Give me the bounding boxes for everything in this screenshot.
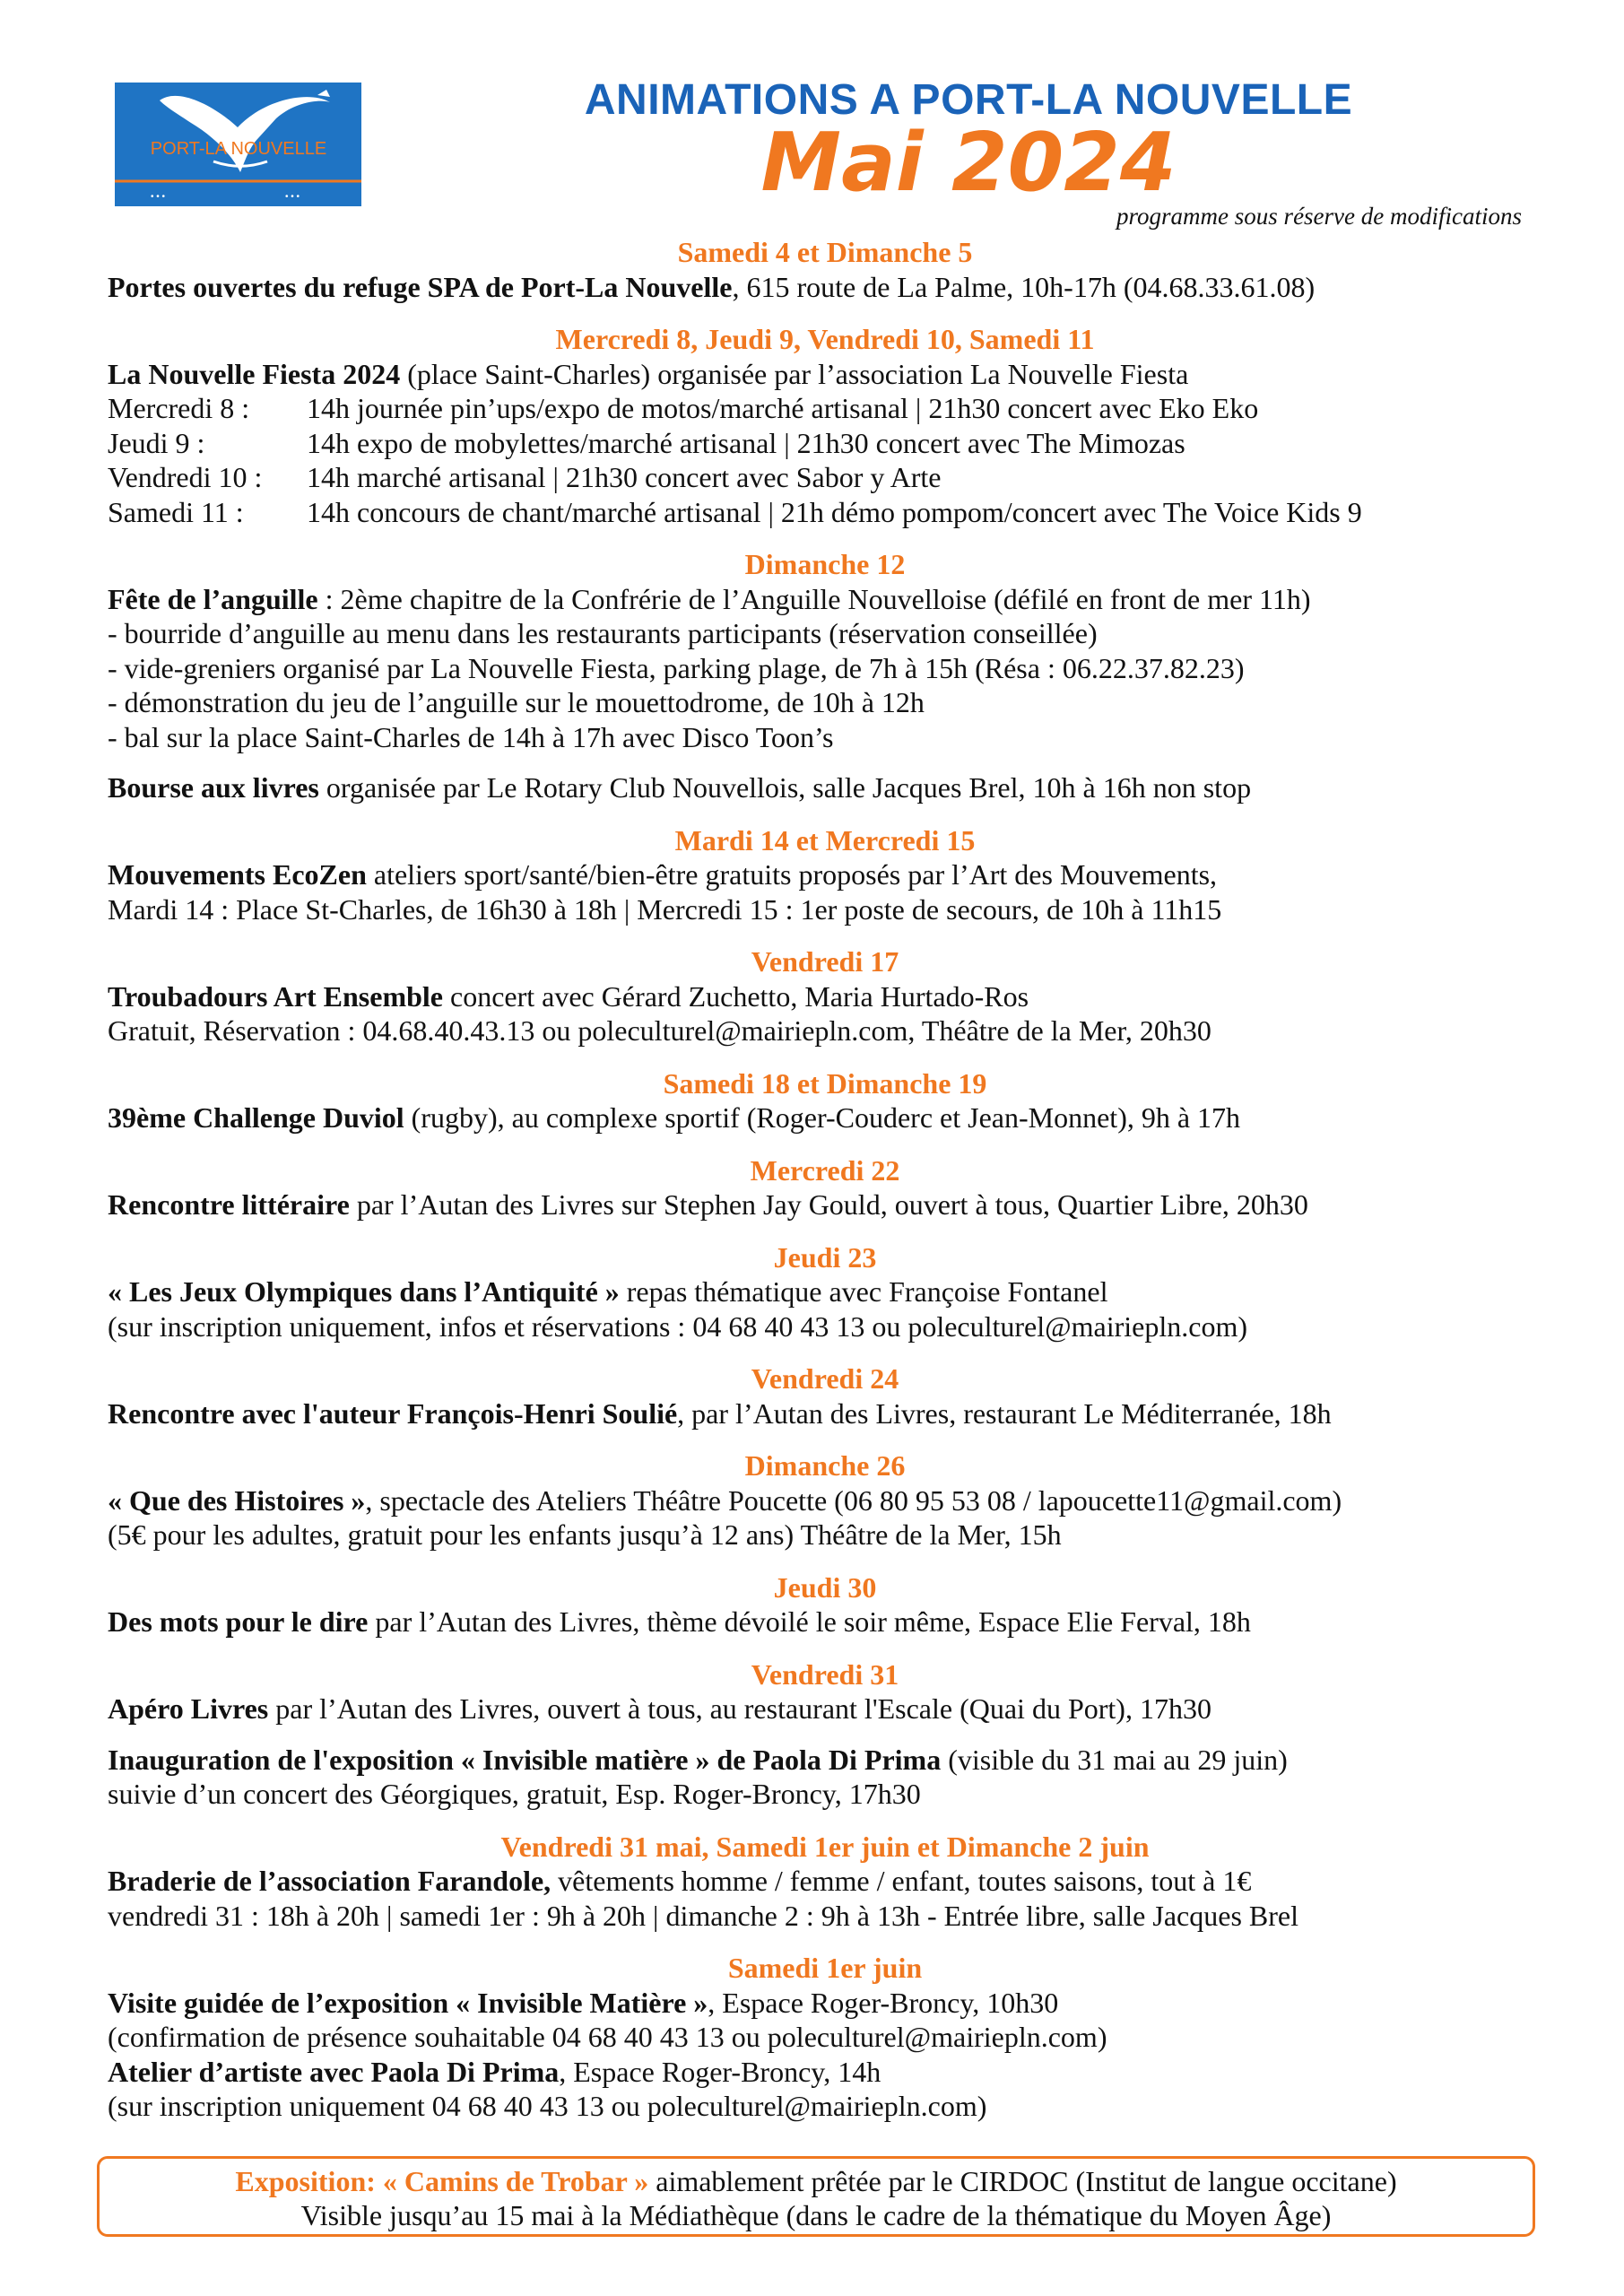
event-detail-line: (sur inscription uniquement, infos et réservations : 04 68 40 43 13 ou poleculturel@mairiepln.com)	[108, 1309, 1247, 1343]
event-line	[108, 979, 1542, 1014]
event-date: Vendredi 24	[751, 1362, 899, 1395]
disclaimer: programme sous réserve de modifications	[1116, 203, 1522, 230]
event-line	[108, 770, 1542, 805]
event-title: Des mots pour le dire	[108, 1605, 369, 1638]
fiesta-day: Mercredi 8 :	[108, 392, 250, 424]
event-line	[108, 857, 1542, 892]
event-date: Jeudi 23	[773, 1240, 877, 1274]
event-date: Vendredi 17	[751, 945, 899, 978]
event-details: , 615 route de La Palme, 10h-17h (04.68.33.61.08)	[732, 270, 1316, 303]
event-title: Fête de l’anguille	[108, 582, 318, 615]
event-details: concert avec Gérard Zuchetto, Maria Hurtado-Ros	[442, 979, 1029, 1013]
event-date: Mercredi 22	[750, 1153, 900, 1187]
event-line	[108, 1100, 1542, 1135]
event-details: , spectacle des Ateliers Théâtre Poucette (06 80 95 53 08 / lapoucette11@gmail.com)	[365, 1483, 1342, 1517]
event-date: Samedi 18 et Dimanche 19	[663, 1066, 987, 1100]
event-details: : 2ème chapitre de la Confrérie de l’Anguille Nouvelloise (défilé en front de mer 11h)	[317, 582, 1311, 615]
logo-text: PORT-LA NOUVELLE	[150, 139, 327, 159]
heart-logo-icon	[115, 83, 361, 206]
event-line	[108, 1605, 1542, 1639]
events-program	[108, 235, 1542, 2124]
event-line	[108, 2055, 1542, 2090]
event-details: (visible du 31 mai au 29 juin)	[941, 1743, 1288, 1776]
event-title: Troubadours Art Ensemble	[108, 979, 443, 1013]
event-date: Mardi 14 et Mercredi 15	[674, 823, 976, 857]
event-detail-line: - bal sur la place Saint-Charles de 14h à 17h avec Disco Toon’s	[108, 720, 834, 753]
event-date: Samedi 1er juin	[727, 1952, 923, 1984]
event-title: Bourse aux livres	[108, 771, 319, 804]
event-title: Atelier d’artiste avec Paola Di Prima	[108, 2055, 560, 2088]
exhibition-box	[97, 2156, 1535, 2237]
event-date: Jeudi 30	[773, 1570, 877, 1604]
event-detail-line: (5€ pour les adultes, gratuit pour les enfants jusqu’à 12 ans) Théâtre de la Mer, 15h	[108, 1518, 1062, 1551]
event-line	[108, 357, 1542, 392]
event-detail-line: (sur inscription uniquement 04 68 40 43 13 ou poleculturel@mairiepln.com)	[108, 2090, 987, 2122]
event-line	[108, 1864, 1542, 1899]
event-line	[108, 1743, 1542, 1778]
event-details: , Espace Roger-Broncy, 14h	[559, 2055, 881, 2088]
event-details: (place Saint-Charles) organisée par l’association La Nouvelle Fiesta	[400, 357, 1189, 390]
port-la-nouvelle-logo	[115, 83, 361, 206]
fiesta-row	[108, 495, 1542, 530]
event-line	[108, 1274, 1542, 1309]
event-date: Vendredi 31 mai, Samedi 1er juin et Dimanche 2 juin	[500, 1830, 1150, 1863]
event-details: repas thématique avec Françoise Fontanel	[619, 1275, 1108, 1308]
fiesta-day: Jeudi 9 :	[108, 426, 205, 459]
exhibition-line	[100, 2164, 1533, 2198]
event-detail-line: - vide-greniers organisé par La Nouvelle Fiesta, parking plage, de 7h à 15h (Résa : 06.22.37.82.23)	[108, 651, 1245, 684]
event-detail-line: - démonstration du jeu de l’anguille sur le mouettodrome, de 10h à 12h	[108, 686, 925, 718]
event-title: Inauguration de l'exposition « Invisible matière » de Paola Di Prima	[108, 1743, 942, 1776]
event-date: Vendredi 31	[751, 1657, 899, 1691]
event-line	[108, 1396, 1542, 1431]
event-date: Dimanche 12	[744, 548, 906, 580]
event-details: par l’Autan des Livres, thème dévoilé le soir même, Espace Elie Ferval, 18h	[368, 1605, 1251, 1638]
event-line	[108, 1986, 1542, 2021]
fiesta-row	[108, 426, 1542, 461]
event-line	[108, 582, 1542, 617]
fiesta-day: Vendredi 10 :	[108, 461, 263, 493]
event-details: (rugby), au complexe sportif (Roger-Couderc et Jean-Monnet), 9h à 17h	[404, 1101, 1241, 1134]
exhibition-dates: Visible jusqu’au 15 mai à la Médiathèque (dans le cadre de la thématique du Moyen Âge)	[300, 2199, 1332, 2231]
page-month: Mai 2024	[760, 116, 1177, 210]
fiesta-program: 14h expo de mobylettes/marché artisanal | 21h30 concert avec The Mimozas	[307, 426, 1185, 459]
event-detail-line: Mardi 14 : Place St-Charles, de 16h30 à 18h | Mercredi 15 : 1er poste de secours, de 10h à 11h15	[108, 892, 1222, 926]
event-title: Mouvements EcoZen	[108, 858, 367, 891]
event-date: Dimanche 26	[744, 1449, 906, 1482]
exhibition-title: Exposition: « Camins de Trobar »	[235, 2165, 649, 2197]
svg-text:• • •: • • •	[285, 192, 300, 202]
event-detail-line: - bourride d’anguille au menu dans les restaurants participants (réservation conseillée)	[108, 617, 1098, 649]
page-title: ANIMATIONS A PORT-LA NOUVELLE	[584, 76, 1353, 124]
event-title: 39ème Challenge Duviol	[108, 1101, 404, 1134]
event-line	[108, 1483, 1542, 1518]
event-title: Portes ouvertes du refuge SPA de Port-La Nouvelle	[108, 270, 733, 303]
exhibition-details: aimablement prêtée par le CIRDOC (Institut de langue occitane)	[648, 2165, 1397, 2197]
event-title: Rencontre littéraire	[108, 1188, 350, 1221]
event-details: , Espace Roger-Broncy, 10h30	[708, 1986, 1059, 2019]
event-details: ateliers sport/santé/bien-être gratuits proposés par l’Art des Mouvements,	[366, 858, 1218, 891]
event-detail-line: suivie d’un concert des Géorgiques, gratuit, Esp. Roger-Broncy, 17h30	[108, 1778, 921, 1810]
event-detail-line: (confirmation de présence souhaitable 04 68 40 43 13 ou poleculturel@mairiepln.com)	[108, 2021, 1107, 2053]
event-title: « Que des Histoires »	[108, 1483, 366, 1517]
svg-text:• • •: • • •	[151, 192, 166, 202]
fiesta-day: Samedi 11 :	[108, 495, 244, 528]
fiesta-row	[108, 391, 1542, 426]
fiesta-program: 14h marché artisanal | 21h30 concert avec Sabor y Arte	[307, 461, 942, 493]
event-line	[108, 270, 1542, 305]
event-details: organisée par Le Rotary Club Nouvellois, salle Jacques Brel, 10h à 16h non stop	[318, 771, 1252, 804]
fiesta-program: 14h journée pin’ups/expo de motos/marché artisanal | 21h30 concert avec Eko Eko	[307, 392, 1259, 424]
event-details: vêtements homme / femme / enfant, toutes saisons, tout à 1€	[551, 1865, 1252, 1897]
event-title: « Les Jeux Olympiques dans l’Antiquité »	[108, 1275, 620, 1308]
event-date: Samedi 4 et Dimanche 5	[677, 236, 973, 268]
event-title: Apéro Livres	[108, 1692, 269, 1725]
event-date: Mercredi 8, Jeudi 9, Vendredi 10, Samedi 11	[555, 323, 1095, 355]
event-detail-line: vendredi 31 : 18h à 20h | samedi 1er : 9h à 20h | dimanche 2 : 9h à 13h - Entrée libre, salle Jacques Brel	[108, 1899, 1298, 1932]
event-title: Rencontre avec l'auteur François-Henri Soulié	[108, 1396, 678, 1430]
event-details: par l’Autan des Livres, ouvert à tous, au restaurant l'Escale (Quai du Port), 17h30	[268, 1692, 1211, 1725]
event-detail-line: Gratuit, Réservation : 04.68.40.43.13 ou poleculturel@mairiepln.com, Théâtre de la Mer, 20h30	[108, 1014, 1211, 1047]
event-title: Visite guidée de l’exposition « Invisible Matière »	[108, 1986, 708, 2019]
fiesta-program: 14h concours de chant/marché artisanal | 21h démo pompom/concert avec The Voice Kids 9	[307, 495, 1362, 528]
fiesta-row	[108, 460, 1542, 495]
event-line	[108, 1187, 1542, 1222]
event-line	[108, 1692, 1542, 1726]
event-details: , par l’Autan des Livres, restaurant Le Méditerranée, 18h	[677, 1396, 1332, 1430]
event-details: par l’Autan des Livres sur Stephen Jay Gould, ouvert à tous, Quartier Libre, 20h30	[349, 1188, 1308, 1221]
event-title: Braderie de l’association Farandole,	[108, 1865, 551, 1897]
event-title: La Nouvelle Fiesta 2024	[108, 357, 401, 390]
